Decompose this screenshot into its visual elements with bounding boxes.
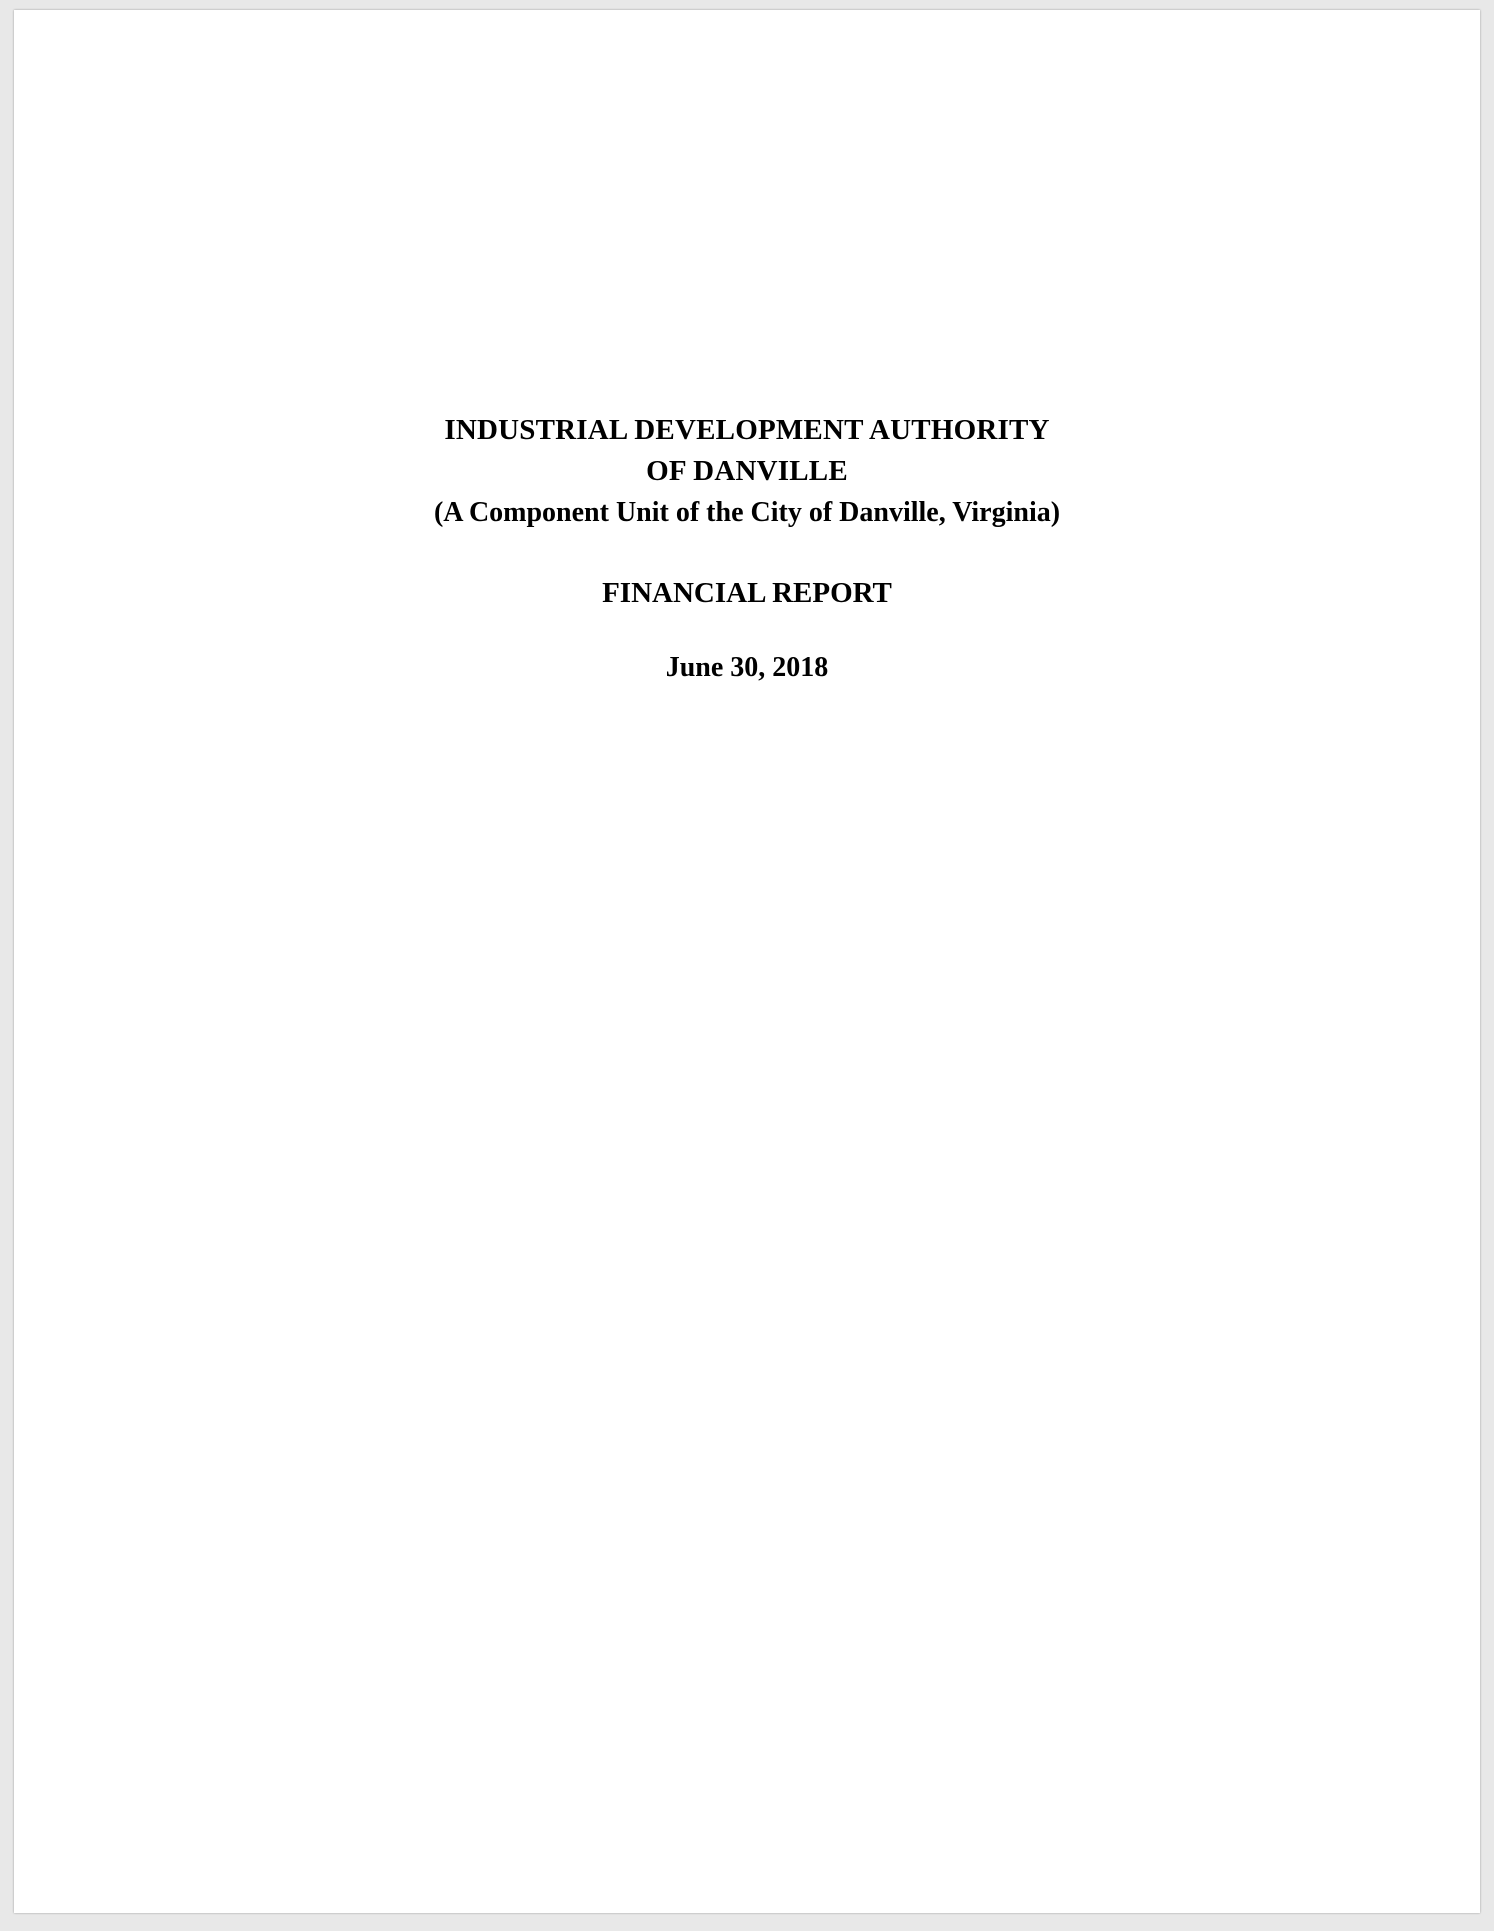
report-date: June 30, 2018 — [665, 652, 829, 683]
report-type-heading: FINANCIAL REPORT — [602, 577, 892, 609]
organization-name-line-1: INDUSTRIAL DEVELOPMENT AUTHORITY — [444, 414, 1050, 446]
organization-name-line-2: OF DANVILLE — [646, 455, 848, 487]
component-unit-subtitle: (A Component Unit of the City of Danville, Virginia) — [433, 497, 1061, 528]
document-page — [14, 10, 1480, 1913]
cover-title-block — [14, 410, 1480, 684]
